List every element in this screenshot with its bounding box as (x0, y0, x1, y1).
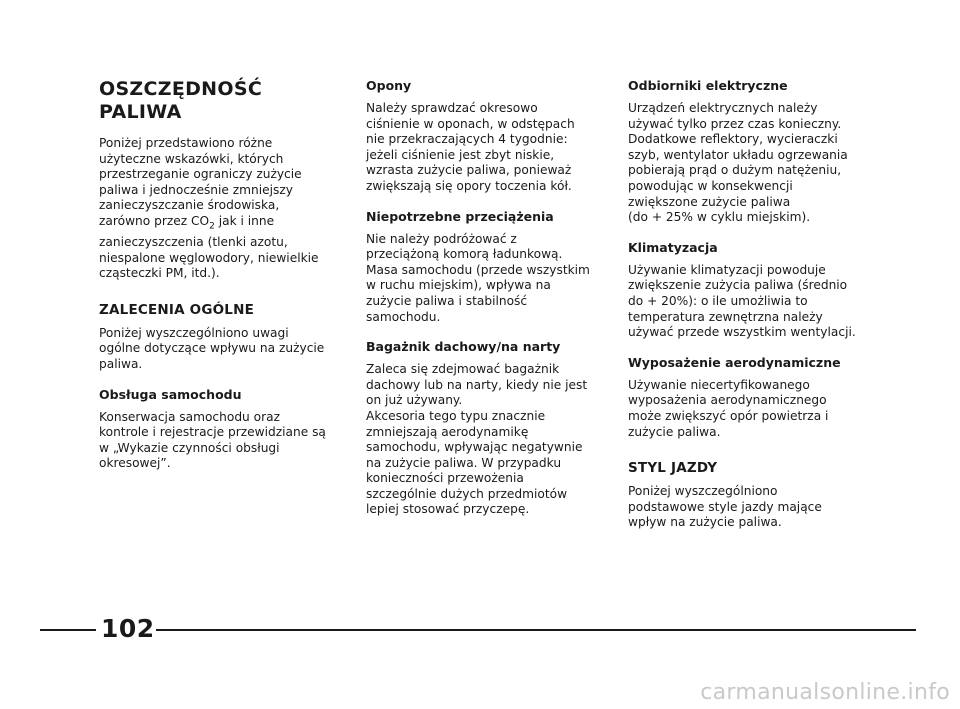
footer-rule-right (156, 629, 916, 631)
aero-equipment-heading: Wyposażenie aerodynamiczne (628, 354, 841, 370)
vehicle-maintenance-text: Konserwacja samochodu oraz kontrole i rejestracje przewidziane są w „Wykazie czynności obsługi okresowej”. (99, 409, 326, 471)
intro-text-start: Poniżej przedstawiono różne użyteczne wskazówki, których przestrzeganie ograniczy zużycie paliwa i jednocześnie zmniejszy zanieczyszczanie środowiska, zarówno przez CO (99, 136, 302, 228)
page-title: OSZCZĘDNOŚĆ PALIWA (99, 78, 263, 123)
co2-subscript: 2 (209, 221, 215, 232)
tyres-text: Należy sprawdzać okresowo ciśnienie w oponach, w odstępach nie przekraczających 4 tygodnie: jeżeli ciśnienie jest zbyt niskie, wzrasta zużycie paliwa, ponieważ zwiększają się opory toczenia kół. (366, 101, 575, 193)
intro-paragraph (99, 136, 339, 282)
middle-column (366, 78, 606, 532)
driving-style-title: STYL JAZDY (628, 460, 718, 477)
overload-text: Nie należy podróżować z przeciążoną komorą ładunkową. Masa samochodu (przede wszystkim w ruchu miejskim), wpływa na zużycie paliwa i stabilność samochodu. (366, 231, 590, 324)
page-number: 102 (101, 614, 155, 643)
overload-heading: Niepotrzebne przeciążenia (366, 208, 554, 224)
air-conditioning-text: Używanie klimatyzacji powoduje zwiększenie zużycia paliwa (średnio do + 20%): o ile umożliwia to temperatura zewnętrzna należy używać przede wszystkim wentylacji. (628, 262, 856, 340)
general-recommendations-text: Poniżej wyszczególniono uwagi ogólne dotyczące wpływu na zużycie paliwa. (99, 325, 325, 371)
electrical-devices-heading: Odbiorniki elektryczne (628, 78, 788, 93)
vehicle-maintenance-heading: Obsługa samochodu (99, 386, 242, 402)
right-column (628, 78, 868, 545)
footer-rule-left (40, 629, 96, 631)
roof-rack-heading: Bagażnik dachowy/na narty (366, 339, 561, 355)
left-column (99, 78, 339, 486)
driving-style-text: Poniżej wyszczególniono podstawowe style jazdy mające wpływ na zużycie paliwa. (628, 484, 822, 530)
general-recommendations-title: ZALECENIA OGÓLNE (99, 301, 255, 318)
electrical-devices-text: Urządzeń elektrycznych należy używać tylko przez czas konieczny. Dodatkowe reflektory, wycieraczki szyb, wentylator układu ogrzewania pobierają prąd o dużym natężeniu, powodując w konsekwencji zwiększone zużycie paliwa (do + 25% w cyklu miejskim). (628, 101, 848, 225)
air-conditioning-heading: Klimatyzacja (628, 239, 718, 255)
tyres-heading: Opony (366, 78, 412, 93)
roof-rack-text: Zaleca się zdejmować bagażnik dachowy lub na narty, kiedy nie jest on już używany. Akcesoria tego typu znacznie zmniejszają aerodynamikę samochodu, wpływając negatywnie na zużycie paliwa. W przypadku konieczności przewożenia szczególnie dużych przedmiotów lepiej stosować przyczepę. (366, 362, 588, 517)
watermark: carmanualsonline.info (700, 680, 950, 705)
aero-equipment-text: Używanie niecertyfikowanego wyposażenia aerodynamicznego może zwiększyć opór powietrza i zużycie paliwa. (628, 377, 829, 439)
intro-text-end: jak i inne zanieczyszczenia (tlenki azotu, niespalone węglowodory, niewielkie cząsteczki PM, itd.). (99, 213, 319, 281)
